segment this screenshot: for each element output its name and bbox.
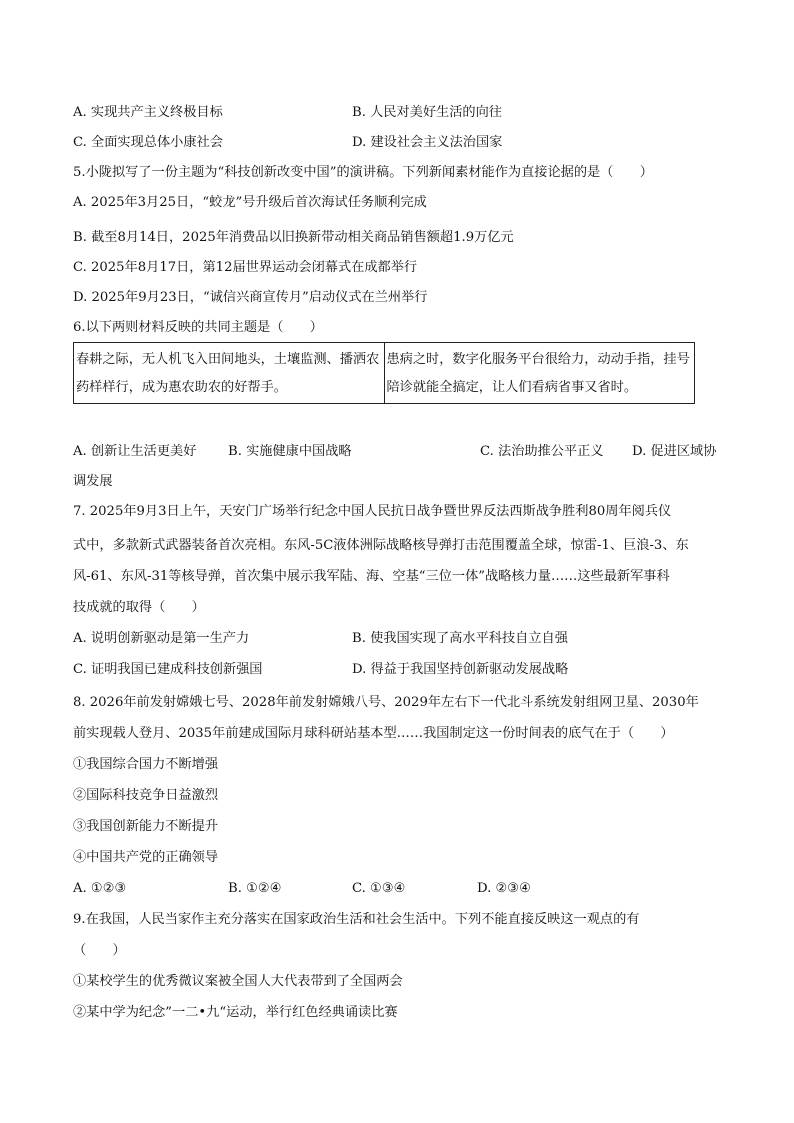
q8-item-1: ①我国综合国力不断增强 — [73, 757, 219, 772]
q5-option-c: C. 2025年8月17日，第12届世界运动会闭幕式在成都举行 — [73, 260, 418, 275]
q6-option-b: B. 实施健康中国战略 — [228, 444, 352, 459]
q8-stem-line-1: 8. 2026年前发射嫦娥七号、2028年前发射嫦娥八号、2029年左右下一代北斗系统发射组网卫星、2030年 — [73, 695, 699, 710]
q6-material-left: 春耕之际，无人机飞入田间地头，土壤监测、播洒农药样样行，成为惠农助农的好帮手。 — [74, 343, 385, 404]
q7-stem-line-4: 技成就的取得（ ） — [73, 600, 205, 615]
q4-option-a: A. 实现共产主义终极目标 — [73, 105, 223, 120]
q9-stem-line-2: （ ） — [73, 943, 126, 958]
q4-option-b: B. 人民对美好生活的向往 — [352, 105, 502, 120]
q8-option-b: B. ①②④ — [228, 881, 282, 896]
q6-stem: 6.以下两则材料反映的共同主题是（ ） — [73, 320, 323, 335]
q6-material-right: 患病之时，数字化服务平台很给力，动动手指，挂号陪诊就能全搞定，让人们看病省事又省时。 — [384, 343, 695, 404]
q6-material-table — [73, 342, 695, 404]
q6-option-a: A. 创新让生活更美好 — [73, 444, 197, 459]
q5-option-b: B. 截至8月14日，2025年消费品以旧换新带动相关商品销售额超1.9万亿元 — [73, 230, 514, 245]
q9-item-1: ①某校学生的优秀微议案被全国人大代表带到了全国两会 — [73, 974, 403, 989]
q5-option-d: D. 2025年9月23日，“诚信兴商宣传月”启动仪式在兰州举行 — [73, 290, 428, 305]
q7-option-c: C. 证明我国已建成科技创新强国 — [73, 662, 263, 677]
q6-option-d-wrap: 调发展 — [73, 474, 113, 489]
q7-option-b: B. 使我国实现了高水平科技自立自强 — [352, 631, 568, 646]
q8-option-d: D. ②③④ — [477, 881, 531, 896]
q6-option-c: C. 法治助推公平正义 — [480, 444, 604, 459]
q8-stem-line-2: 前实现载人登月、2035年前建成国际月球科研站基本型……我国制定这一份时间表的底气在于（ ） — [73, 726, 674, 741]
q8-option-a: A. ①②③ — [73, 881, 127, 896]
q7-option-d: D. 得益于我国坚持创新驱动发展战略 — [352, 662, 569, 677]
q5-stem: 5.小陇拟写了一份主题为“科技创新改变中国”的演讲稿。下列新闻素材能作为直接论据的是（ ） — [73, 165, 653, 180]
q7-stem-line-3: 风-61、东风-31等核导弹，首次集中展示我军陆、海、空基“三位一体”战略核力量……这些最新军事科 — [73, 569, 670, 584]
q6-option-d: D. 促进区域协 — [632, 444, 717, 459]
q7-option-a: A. 说明创新驱动是第一生产力 — [73, 631, 250, 646]
q8-option-c: C. ①③④ — [352, 881, 406, 896]
q9-stem-line-1: 9.在我国，人民当家作主充分落实在国家政治生活和社会生活中。下列不能直接反映这一观点的有 — [73, 912, 640, 927]
q7-stem-line-2: 式中，多款新式武器装备首次亮相。东风-5C液体洲际战略核导弹打击范围覆盖全球，惊雷-1、巨浪-3、东 — [73, 538, 689, 553]
q8-item-4: ④中国共产党的正确领导 — [73, 850, 219, 865]
q4-option-d: D. 建设社会主义法治国家 — [352, 135, 503, 150]
q4-option-c: C. 全面实现总体小康社会 — [73, 135, 223, 150]
q5-option-a: A. 2025年3月25日，“蛟龙”号升级后首次海试任务顺利完成 — [73, 195, 427, 210]
q8-item-2: ②国际科技竞争日益激烈 — [73, 788, 219, 803]
q7-stem-line-1: 7. 2025年9月3日上午，天安门广场举行纪念中国人民抗日战争暨世界反法西斯战争胜利80周年阅兵仪 — [73, 504, 672, 519]
q9-item-2: ②某中学为纪念”一二•九“运动，举行红色经典诵读比赛 — [73, 1005, 398, 1020]
q8-item-3: ③我国创新能力不断提升 — [73, 819, 219, 834]
